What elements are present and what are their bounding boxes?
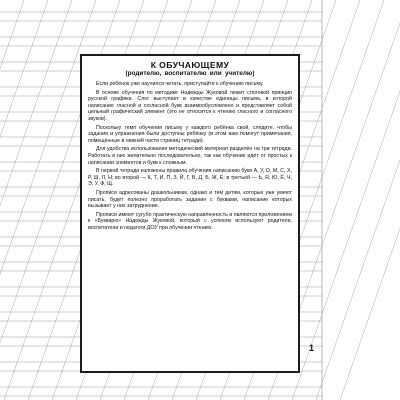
page-number: 1 (309, 343, 315, 353)
paragraph-2: В основе обучения по методике Надежды Жуковой лежит слоговой принцип русской графики. Слог выступает в качестве единицы письма, в которой написание гласной и согласной букв взаимообусловлено и представляет собой цельный графический элемент (это не относится к чтению гласного и согласного звуков). (88, 89, 292, 122)
slant-line (0, 0, 48, 400)
slant-line (0, 0, 24, 400)
slant-line (0, 0, 72, 400)
paragraph-7: Прописи имеют сугубо практическую направленность и являются приложением к «Букварю» Надежды Жуковой, который с успехом используют родители, воспитатели и педагоги ДОУ при обучении чтению. (88, 211, 292, 231)
paragraph-5: В первой тетради изложены правила обучения написанию букв А, У, О, М, С, Х, Р, Ш, Л, Н; во второй — К, Т, И, П, З, Й, Г, В, Д, Б, Ж, Е; в третьей — Ь, Я, Ю, Ё, Ч, Э, У, Ф, Щ. (88, 168, 292, 188)
slant-line (292, 0, 400, 400)
paragraph-1: Если ребёнок уже научился читать, приступайте к обучению письму. (96, 81, 264, 87)
slant-line (316, 0, 400, 400)
slant-line (340, 0, 400, 400)
paragraph-6: Прописи адресованы дошкольникам, однако и тем детям, которые уже умеют писать, будет полезно проработать задания с буквами, написание которых вызывает у них затруднение. (88, 189, 292, 210)
note-card (80, 54, 300, 373)
paragraph-4: Для удобства использования методический материал разделён на три тетради. Работать в них желательно последовательно, так как обучение идёт от простых к написании элементов и букв к сложным. (88, 146, 292, 166)
page-subtitle: (родителю, воспитателю или учителю) (125, 70, 255, 77)
paragraph-3: Поскольку темп обучения письму у каждого ребёнка свой, следите, чтобы задания и упражнения были доступны ребёнку (в этом вам помогут примечания, помещённые в нижней части страниц тетради). (88, 124, 292, 144)
page-title: К ОБУЧАЮЩЕМУ (150, 60, 230, 70)
